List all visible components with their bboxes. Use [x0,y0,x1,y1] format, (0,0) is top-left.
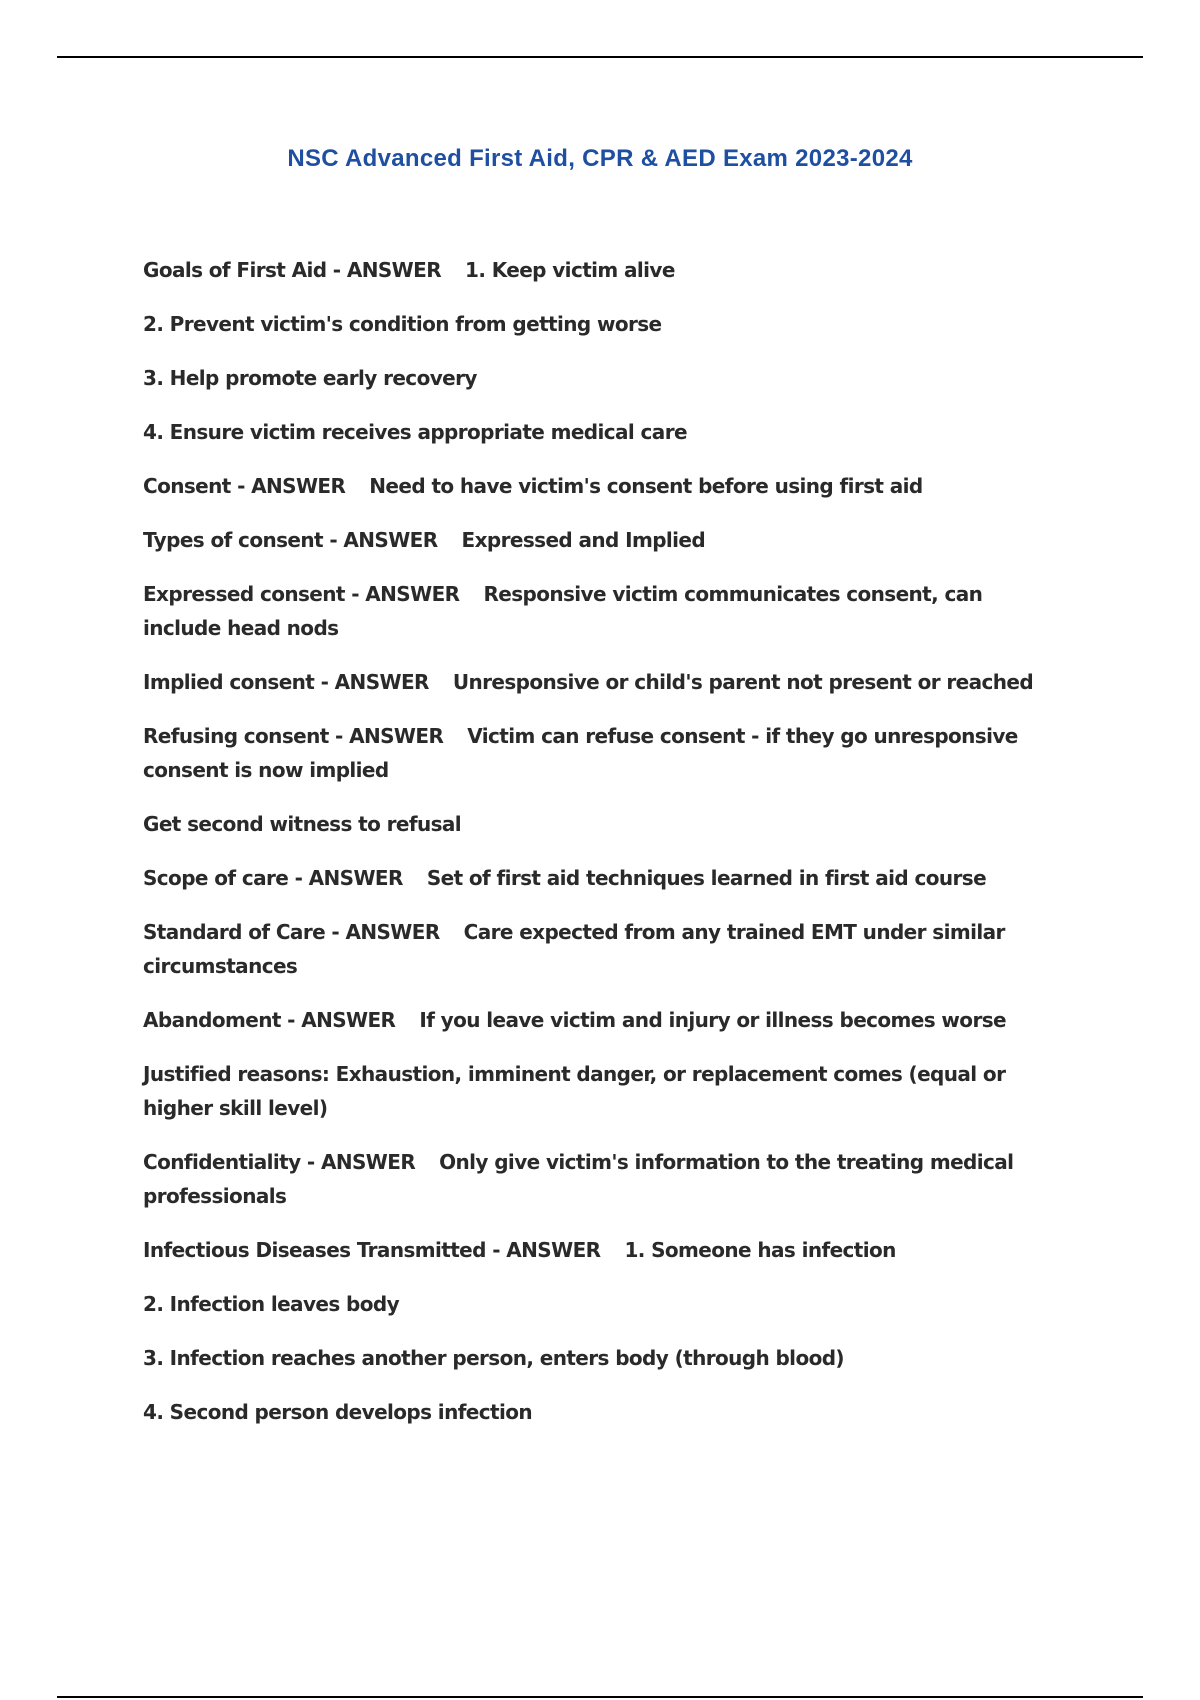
entry-term: Standard of Care - ANSWER [143,920,440,944]
entry-term: Types of consent - ANSWER [143,528,438,552]
qa-entry [143,719,1063,787]
qa-entry [143,469,1063,503]
qa-entry [143,577,1063,645]
entry-term: Goals of First Aid - ANSWER [143,258,442,282]
document-title: NSC Advanced First Aid, CPR & AED Exam 2023-2024 [287,145,913,172]
entry-answer: Expressed and Implied [461,528,706,552]
document-body [143,253,1063,1449]
entry-term: Infectious Diseases Transmitted - ANSWER [143,1238,601,1262]
entry-answer: Set of first aid techniques learned in first aid course [426,866,987,890]
entry-answer: 1. Keep victim alive [465,258,675,282]
entry-answer: 1. Someone has infection [624,1238,896,1262]
entry-answer: Responsive victim communicates consent, can include head nods [143,582,983,640]
entry-term: Consent - ANSWER [143,474,346,498]
qa-entry [143,1145,1063,1213]
entry-term: Confidentiality - ANSWER [143,1150,416,1174]
bottom-rule [57,1696,1143,1698]
qa-entry [143,253,1063,287]
qa-entry [143,523,1063,557]
qa-entry [143,665,1063,699]
text-entry: 2. Infection leaves body [143,1292,400,1316]
entry-term: Abandoment - ANSWER [143,1008,396,1032]
text-entry: 4. Second person develops infection [143,1400,533,1424]
entry-answer: Need to have victim's consent before using first aid [369,474,923,498]
qa-entry [143,915,1063,983]
qa-entry [143,861,1063,895]
text-entry: Justified reasons: Exhaustion, imminent danger, or replacement comes (equal or higher skill level) [143,1062,1006,1120]
text-entry: 4. Ensure victim receives appropriate medical care [143,420,687,444]
top-rule [57,56,1143,58]
entry-answer: If you leave victim and injury or illness becomes worse [419,1008,1006,1032]
entry-term: Scope of care - ANSWER [143,866,403,890]
entry-term: Refusing consent - ANSWER [143,724,444,748]
entry-answer: Care expected from any trained EMT under similar circumstances [143,920,1005,978]
text-entry: 3. Infection reaches another person, enters body (through blood) [143,1346,844,1370]
text-entry: 3. Help promote early recovery [143,366,477,390]
text-entry: 2. Prevent victim's condition from getting worse [143,312,662,336]
entry-answer: Only give victim's information to the treating medical professionals [143,1150,1014,1208]
entry-answer: Unresponsive or child's parent not present or reached [452,670,1034,694]
qa-entry [143,1233,1063,1267]
text-entry: Get second witness to refusal [143,812,462,836]
qa-entry [143,1003,1063,1037]
entry-answer: Victim can refuse consent - if they go unresponsive consent is now implied [143,724,1018,782]
entry-term: Expressed consent - ANSWER [143,582,460,606]
entry-term: Implied consent - ANSWER [143,670,429,694]
